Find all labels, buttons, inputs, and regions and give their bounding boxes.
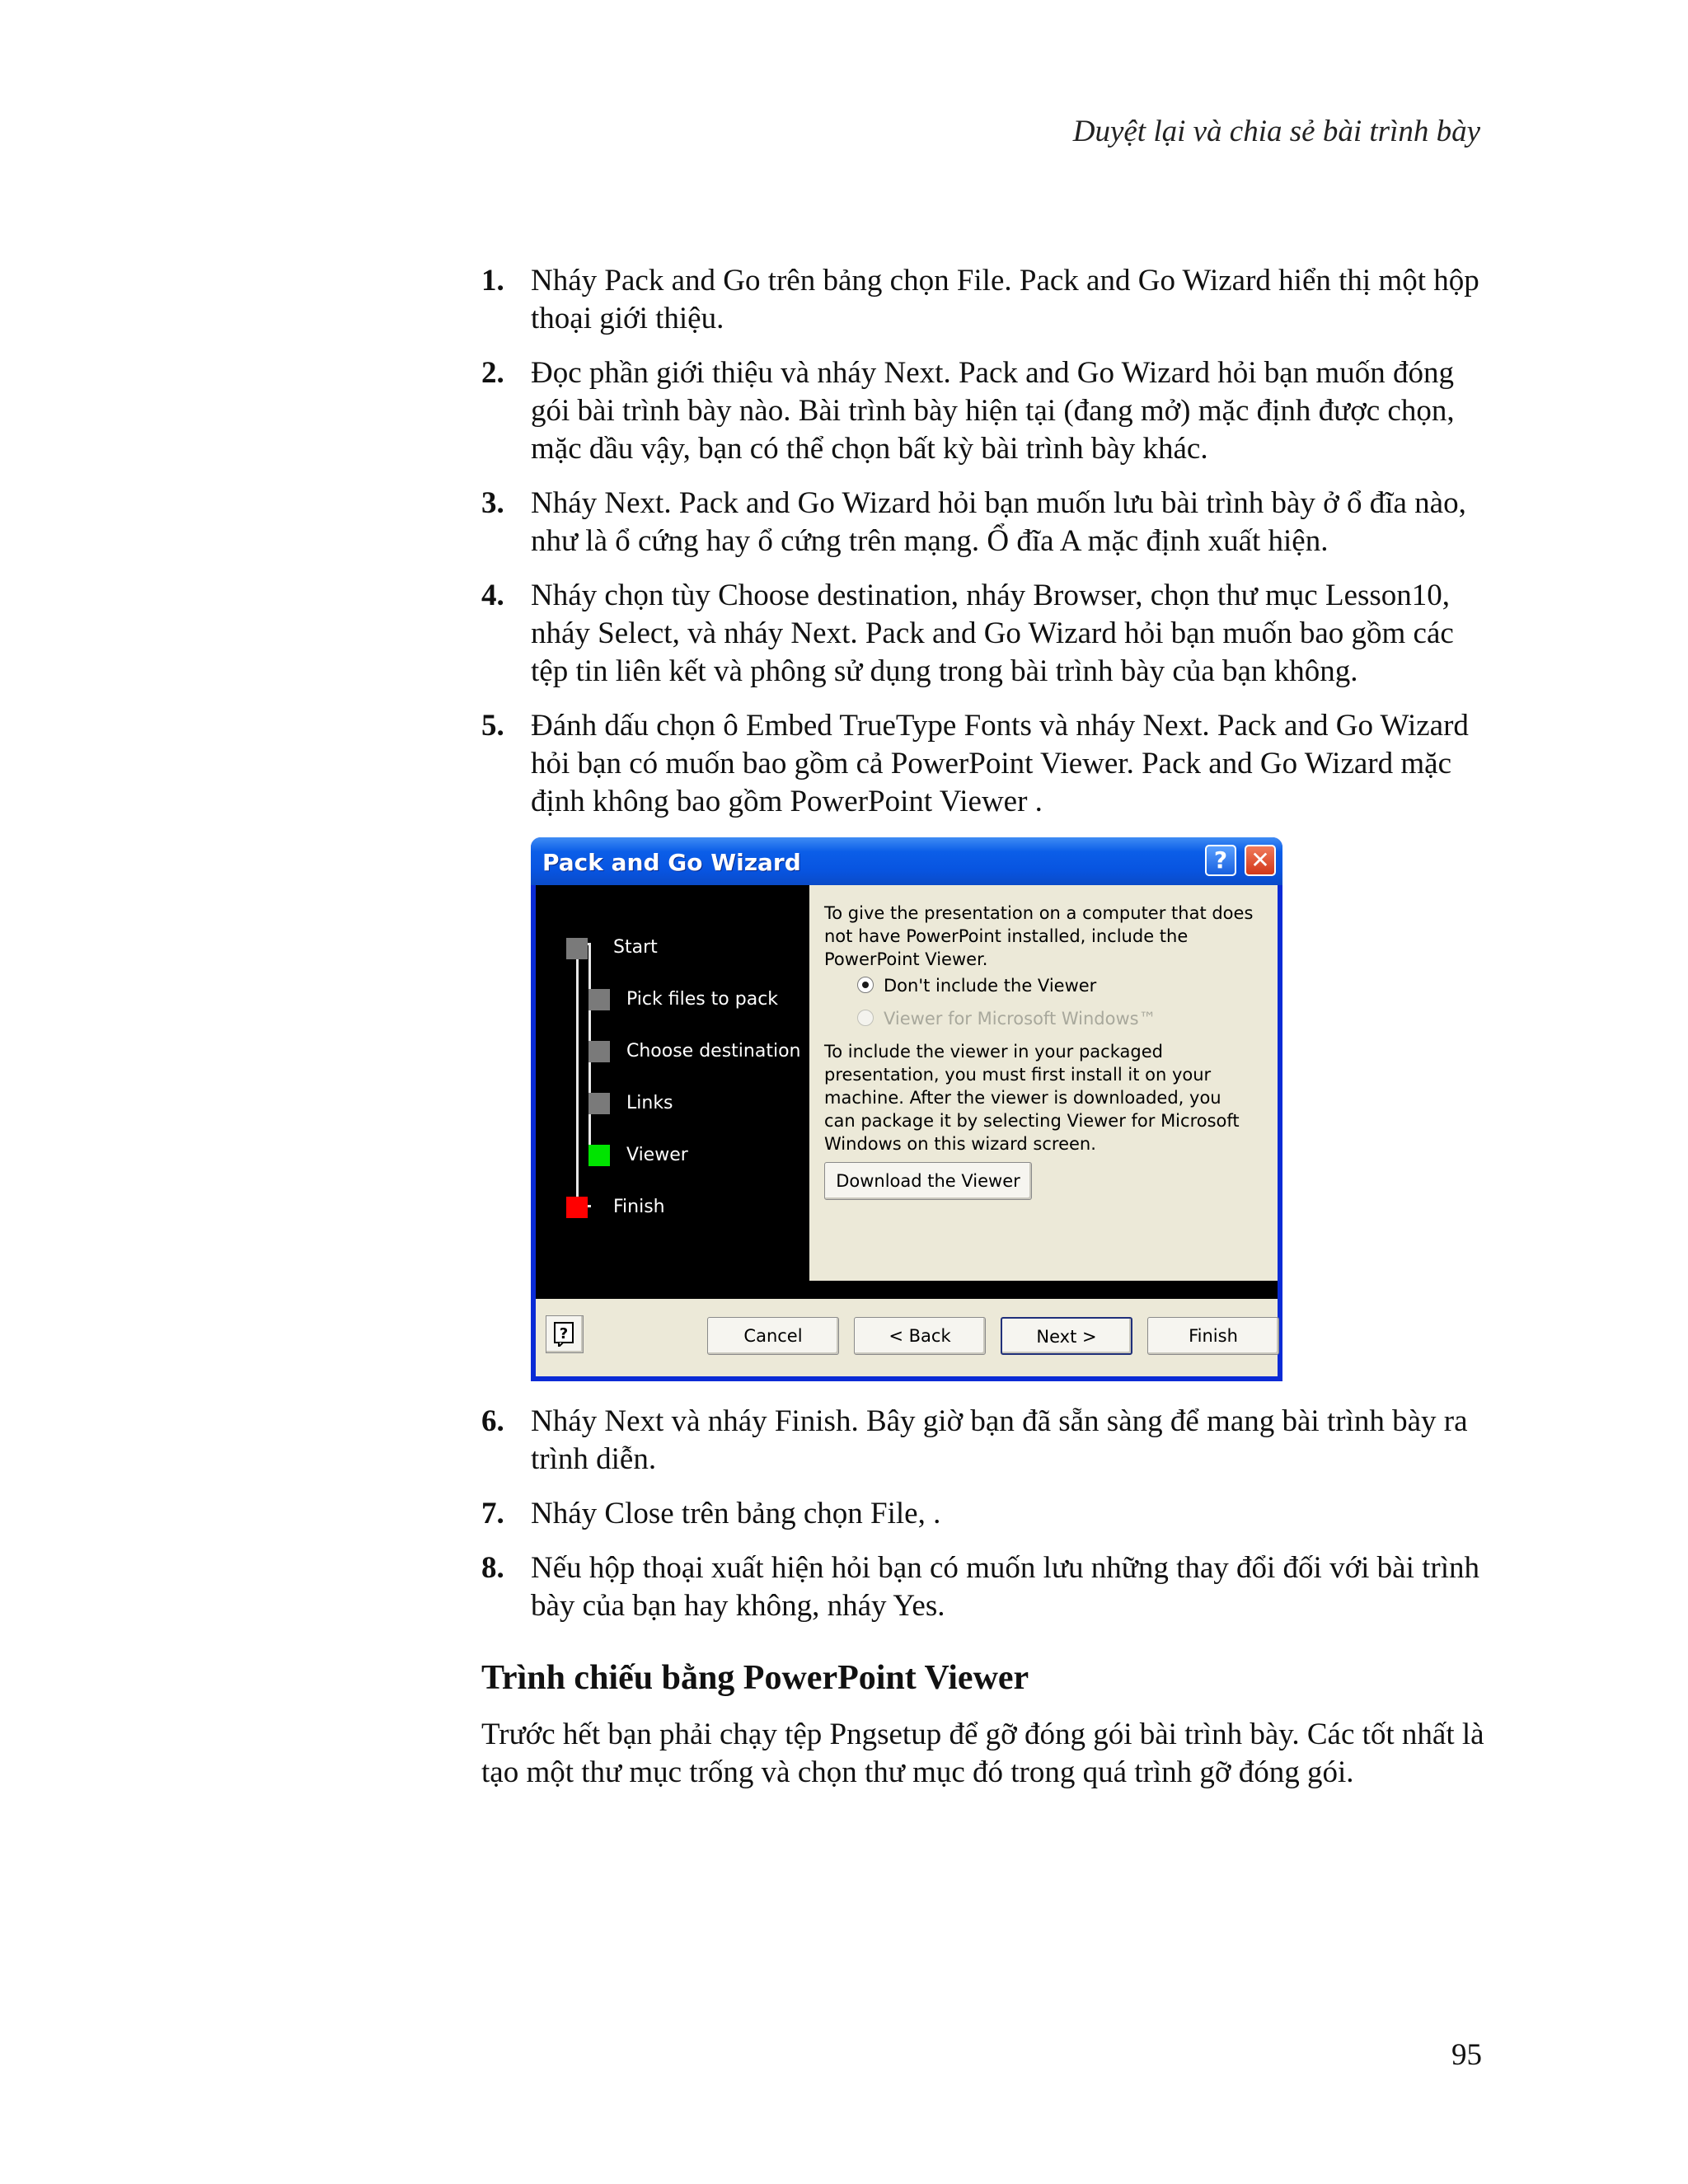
viewer-intro-text: To give the presentation on a computer that does not have PowerPoint installed, include the PowerPoint Viewer. (824, 903, 1254, 969)
help-icon (554, 1322, 575, 1347)
step-text: Nháy Next và nháy Finish. Bây giờ bạn đã sẵn sàng để mang bài trình bày ra trình diễn. (531, 1404, 1468, 1476)
step-5 (481, 707, 1495, 821)
step-text: Nháy Pack and Go trên bảng chọn File. Pack and Go Wizard hiển thị một hộp thoại giới thiệu. (531, 264, 1479, 335)
step-1 (481, 262, 1495, 338)
step-4 (481, 577, 1495, 691)
step-node-choose-destination (588, 1041, 610, 1062)
page-number: 95 (1451, 2038, 1482, 2072)
step-8 (481, 1549, 1495, 1625)
step-number: 6. (481, 1404, 504, 1438)
step-node-finish (566, 1197, 588, 1218)
dialog-title: Pack and Go Wizard (542, 849, 801, 876)
panel-separator (809, 1281, 1278, 1299)
step-6 (481, 1403, 1495, 1479)
dialog-client-area (536, 885, 1278, 1376)
nav-item-start: Start (613, 937, 658, 958)
cancel-button[interactable]: Cancel (707, 1317, 839, 1355)
tree-connector-line (576, 943, 579, 1208)
radio-unchecked-icon (857, 1010, 874, 1026)
step-2 (481, 354, 1495, 468)
step-number: 8. (481, 1551, 504, 1585)
nav-item-finish: Finish (613, 1197, 665, 1217)
help-button[interactable] (546, 1315, 584, 1353)
running-header: Duyệt lại và chia sẻ bài trình bày (1072, 115, 1480, 148)
option-label: Viewer for Microsoft Windows™ (884, 1009, 1156, 1029)
step-number: 5. (481, 709, 504, 743)
step-number: 4. (481, 579, 504, 612)
option-label: Don't include the Viewer (884, 976, 1097, 996)
dialog-titlebar[interactable] (531, 837, 1282, 885)
option-viewer-for-windows (857, 1009, 1156, 1029)
step-text: Đánh dấu chọn ô Embed TrueType Fonts và nháy Next. Pack and Go Wizard hỏi bạn có muốn bao gồm cả PowerPoint Viewer. Pack and Go Wizard mặc định không bao gồm PowerPoint Viewer . (531, 709, 1469, 818)
step-number: 1. (481, 264, 504, 298)
page-content (481, 262, 1495, 1792)
step-text: Đọc phần giới thiệu và nháy Next. Pack and Go Wizard hỏi bạn muốn đóng gói bài trình bày nào. Bài trình bày hiện tại (đang mở) mặc định được chọn, mặc dầu vậy, bạn có thể chọn bất kỳ bài trình bày khác. (531, 356, 1455, 466)
step-text: Nháy Next. Pack and Go Wizard hỏi bạn muốn lưu bài trình bày ở ổ đĩa nào, như là ổ cứng hay ổ cứng trên mạng. Ổ đĩa A mặc định xuất hiện. (531, 486, 1466, 558)
titlebar-help-button[interactable]: ? (1205, 845, 1236, 876)
titlebar-close-button[interactable]: ✕ (1245, 845, 1276, 876)
step-node-links (588, 1093, 610, 1114)
back-button[interactable]: < Back (854, 1317, 986, 1355)
radio-checked-icon[interactable] (857, 977, 874, 993)
option-dont-include-viewer[interactable] (857, 976, 1096, 996)
section-title: Trình chiếu bằng PowerPoint Viewer (481, 1659, 1029, 1697)
step-number: 7. (481, 1497, 504, 1530)
step-text: Nháy Close trên bảng chọn File, . (531, 1497, 941, 1530)
step-3 (481, 485, 1495, 560)
download-viewer-button[interactable]: Download the Viewer (824, 1162, 1032, 1200)
nav-item-choose-destination: Choose destination (626, 1041, 801, 1062)
step-node-pick-files (588, 989, 610, 1010)
next-button[interactable]: Next > (1001, 1317, 1132, 1355)
section-paragraph: Trước hết bạn phải chạy tệp Pngsetup để gỡ đóng gói bài trình bày. Các tốt nhất là tạo một thư mục trống và chọn thư mục đó trong quá trình gỡ đóng gói. (481, 1718, 1484, 1789)
viewer-info-text: To include the viewer in your packaged presentation, you must first install it on your machine. After the viewer is downloaded, you can package it by selecting Viewer for Microsoft Windows on this wizard screen. (824, 1042, 1240, 1154)
step-node-start (566, 938, 588, 959)
step-text: Nháy chọn tùy Choose destination, nháy Browser, chọn thư mục Lesson10, nháy Select, và nháy Next. Pack and Go Wizard hỏi bạn muốn bao gồm các tệp tin liên kết và phông sử dụng trong bài trình bày của bạn không. (531, 579, 1454, 688)
nav-item-viewer: Viewer (626, 1145, 688, 1165)
step-number: 2. (481, 356, 504, 390)
step-number: 3. (481, 486, 504, 520)
wizard-step-panel (536, 885, 809, 1299)
dialog-button-bar (536, 1299, 1278, 1376)
wizard-content-panel (809, 885, 1278, 1281)
step-node-viewer (588, 1145, 610, 1166)
svg-text:?: ? (559, 1325, 569, 1343)
nav-item-pick-files: Pick files to pack (626, 989, 779, 1010)
pack-and-go-dialog (531, 837, 1282, 1381)
step-text: Nếu hộp thoại xuất hiện hỏi bạn có muốn lưu những thay đổi đối với bài trình bày của bạn hay không, nháy Yes. (531, 1551, 1480, 1623)
nav-item-links: Links (626, 1093, 673, 1113)
finish-button[interactable]: Finish (1147, 1317, 1279, 1355)
step-7 (481, 1495, 1495, 1533)
